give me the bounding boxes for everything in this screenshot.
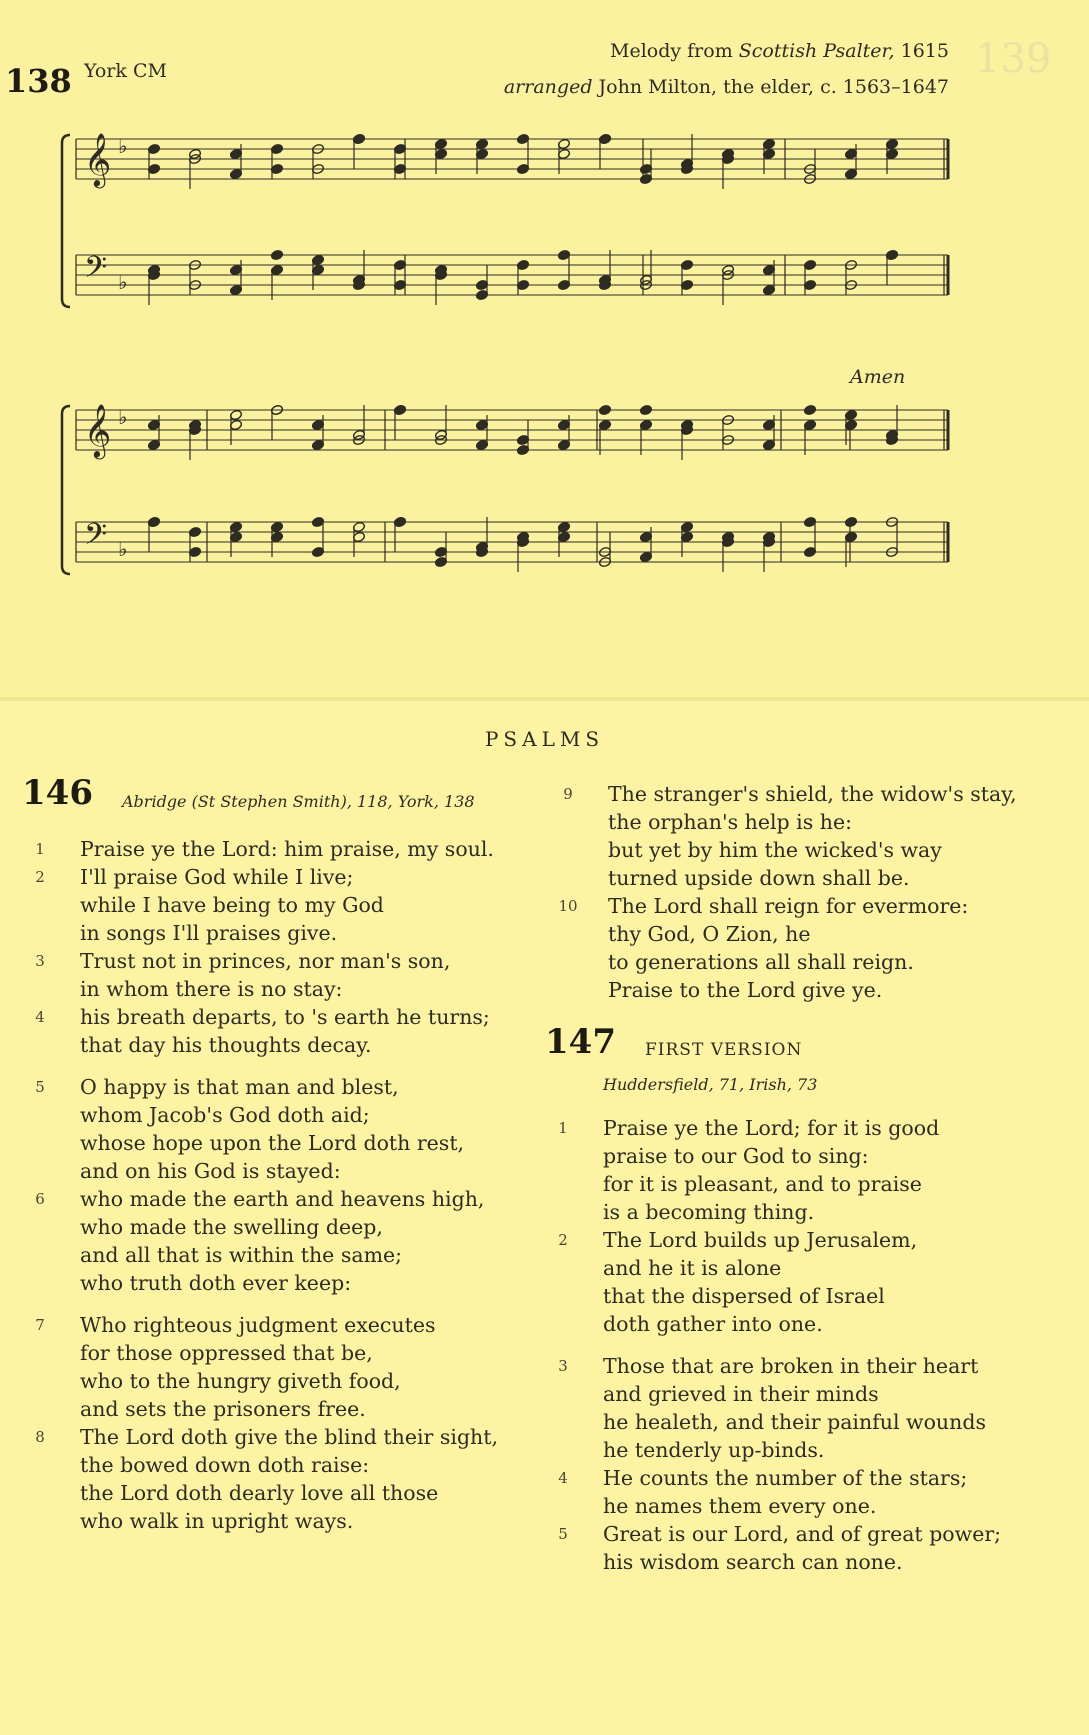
verse-text: thy God, O Zion, he [608,922,811,946]
psalm-147-version: FIRST VERSION [645,1040,803,1060]
verse-line [35,947,498,975]
verse-text: The Lord doth give the blind their sight, [80,1425,499,1449]
verse-text: Praise ye the Lord; for it is good [603,1116,940,1140]
psalm-146-col2 [558,780,1017,1004]
psalm-number-147: 147 [545,1022,616,1062]
verse-line [558,892,1017,920]
verse-line [35,1185,498,1213]
verse-number: 2 [558,1231,568,1249]
verse-line [558,1352,1001,1380]
verse-number: 9 [563,785,573,803]
verse-text: and on his God is stayed: [80,1159,341,1183]
bass-clef-icon: 𝄢 [84,251,108,292]
verse-text: Those that are broken in their heart [603,1354,979,1378]
verse-text: his wisdom search can none. [603,1550,903,1574]
system-2 [62,403,948,574]
verse-text: The stranger's shield, the widow's stay, [608,782,1017,806]
verse-number: 3 [558,1357,568,1375]
psalm-147-tunes: Huddersfield, 71, Irish, 73 [603,1075,818,1094]
verse-text: that day his thoughts decay. [80,1033,372,1057]
key-signature-flat-icon: ♭ [118,270,128,294]
psalm-146-tunes: Abridge (St Stephen Smith), 118, York, 138 [122,792,475,811]
verse-text: who made the earth and heavens high, [80,1187,485,1211]
verse-number: 5 [558,1525,568,1543]
psalm-number-146: 146 [22,773,93,813]
verse-line [35,863,498,891]
note-head [803,404,816,415]
verse-line [80,1031,498,1059]
verse-line [603,1198,1001,1226]
verse-text: and grieved in their minds [603,1382,879,1406]
ghost-page-number: 139 [975,36,1052,82]
system-brace [62,135,70,307]
verse-line [35,835,498,863]
verse-text: he healeth, and their painful wounds [603,1410,986,1434]
verse-text: in songs I'll praises give. [80,921,338,945]
verse-line [80,919,498,947]
verse-text: The Lord builds up Jerusalem, [603,1228,918,1252]
hymn-number-138: 138 [5,62,72,100]
verse-line [603,1380,1001,1408]
verse-line [603,1408,1001,1436]
verse-line [608,864,1017,892]
psalm-146-col1 [35,835,499,1535]
verse-text: and all that is within the same; [80,1243,403,1267]
verse-text: for those oppressed that be, [80,1341,373,1365]
verse-text: Praise to the Lord give ye. [608,978,883,1002]
verse-text: the orphan's help is he: [608,810,853,834]
verse-text: whose hope upon the Lord doth rest, [80,1131,465,1155]
verse-number: 6 [35,1190,45,1208]
verse-line [558,1520,1002,1548]
verse-text: Who righteous judgment executes [80,1313,436,1337]
verse-text: for it is pleasant, and to praise [603,1172,922,1196]
verse-line [80,891,498,919]
verse-number: 1 [558,1119,568,1137]
note-head [598,404,611,415]
verse-number: 10 [558,897,578,915]
verse-text: who made the swelling deep, [80,1215,383,1239]
system-1 [62,132,948,307]
bass-clef-icon: 𝄢 [84,518,108,559]
psalm-147-col [558,1114,1002,1576]
stanza-gap [603,1338,1001,1352]
verse-text: while I have being to my God [80,893,384,917]
verse-number: 7 [35,1316,45,1334]
verse-text: that the dispersed of Israel [603,1284,885,1308]
verse-line [80,1129,498,1157]
verse-text: Praise ye the Lord: him praise, my soul. [80,837,494,861]
verse-text: praise to our God to sing: [603,1144,869,1168]
verse-text: who walk in upright ways. [80,1509,354,1533]
verse-text: whom Jacob's God doth aid; [80,1103,370,1127]
note-head [639,404,652,415]
verse-line [35,1423,499,1451]
verse-text: is a becoming thing. [603,1200,815,1224]
verse-number: 4 [558,1469,568,1487]
key-signature-flat-icon: ♭ [118,405,128,429]
credit-arranger: arranged John Milton, the elder, c. 1563–1647 [503,76,949,98]
verse-number: 3 [35,952,45,970]
verse-text: doth gather into one. [603,1312,823,1336]
verse-line [603,1436,1001,1464]
verse-line [603,1282,1001,1310]
verse-line [603,1548,1001,1576]
verse-line [608,920,1017,948]
verse-line [608,808,1017,836]
verse-text: the Lord doth dearly love all those [80,1481,439,1505]
verse-number: 5 [35,1078,45,1096]
verse-line [80,1479,498,1507]
key-signature-flat-icon: ♭ [118,134,128,158]
verse-line [80,1451,498,1479]
verse-line [603,1254,1001,1282]
verse-text: but yet by him the wicked's way [608,838,942,862]
verse-line [608,976,1017,1004]
verse-number: 1 [35,840,45,858]
verse-line [80,1213,498,1241]
verse-line [80,1339,498,1367]
verse-line [80,1507,498,1535]
verse-text: I'll praise God while I live; [80,865,354,889]
tune-name: York CM [84,60,167,82]
verse-line [603,1492,1001,1520]
amen-label: Amen [850,366,906,388]
verse-line [603,1310,1001,1338]
verse-number: 4 [35,1008,45,1026]
verse-line [80,1367,498,1395]
verse-number: 8 [35,1428,45,1446]
verse-text: in whom there is no stay: [80,977,343,1001]
note-head [270,249,283,260]
verse-line [608,836,1017,864]
verse-line [558,1114,1001,1142]
treble-clef-icon: 𝄞 [84,132,112,186]
verse-line [80,1269,498,1297]
verse-line [603,1142,1001,1170]
verse-line [35,1311,498,1339]
verse-text: who to the hungry giveth food, [80,1369,401,1393]
verse-line [80,1157,498,1185]
verse-text: O happy is that man and blest, [80,1075,399,1099]
system-brace [62,406,70,574]
verse-text: and he it is alone [603,1256,782,1280]
verse-text: The Lord shall reign for evermore: [608,894,969,918]
verse-line [80,1241,498,1269]
verse-text: turned upside down shall be. [608,866,910,890]
treble-clef-icon: 𝄞 [84,403,112,457]
verse-line [608,948,1017,976]
stanza-gap [80,1059,498,1073]
note-head [844,516,857,527]
verse-text: the bowed down doth raise: [80,1453,370,1477]
key-signature-flat-icon: ♭ [118,537,128,561]
verse-line [80,1101,498,1129]
verse-line [35,1073,498,1101]
verse-text: his breath departs, to 's earth he turns; [80,1005,490,1029]
verse-text: Trust not in princes, nor man's son, [80,949,451,973]
verse-line [80,1395,498,1423]
verse-text: he names them every one. [603,1494,877,1518]
verse-line [563,780,1017,808]
credit-melody: Melody from Scottish Psalter, 1615 [610,40,949,62]
verse-text: who truth doth ever keep: [80,1271,352,1295]
verse-text: and sets the prisoners free. [80,1397,366,1421]
section-title: PSALMS [484,727,605,751]
stanza-gap [80,1297,498,1311]
verse-line [35,1003,498,1031]
verse-line [80,975,498,1003]
verse-line [558,1226,1001,1254]
verse-text: to generations all shall reign. [608,950,914,974]
verse-text: he tenderly up-binds. [603,1438,825,1462]
verse-line [558,1464,1001,1492]
verse-text: He counts the number of the stars; [603,1466,968,1490]
verse-line [603,1170,1001,1198]
verse-number: 2 [35,868,45,886]
verse-text: Great is our Lord, and of great power; [603,1522,1002,1546]
music-score [0,0,1089,700]
